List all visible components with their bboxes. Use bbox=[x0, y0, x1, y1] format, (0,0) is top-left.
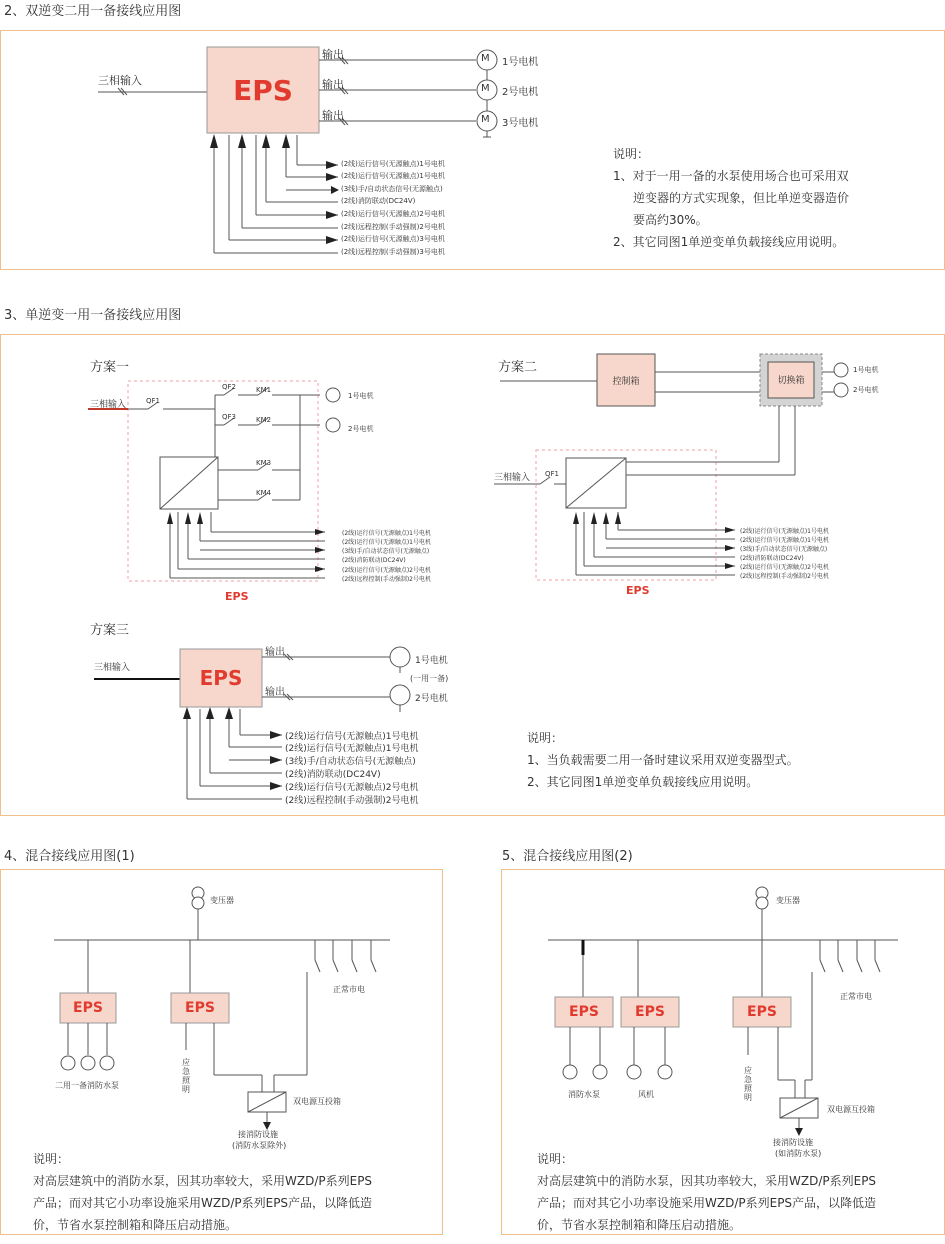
sec3-p2-signal-6: (2线)远程控制(手动强制)2号电机 bbox=[740, 573, 829, 580]
sec3-p1-signal-4: (2线)消防联动(DC24V) bbox=[342, 557, 406, 564]
sec5-fan: 风机 bbox=[638, 1090, 654, 1099]
section-4-title: 4、混合接线应用图(1) bbox=[4, 849, 135, 864]
sec2-note-4: 2、其它同图1单逆变单负载接线应用说明。 bbox=[613, 235, 845, 249]
sec3-p2-motor-1: 1号电机 bbox=[853, 366, 879, 374]
sec3-p1-signal-2: (2线)运行信号(无源触点)1号电机 bbox=[342, 539, 431, 546]
sec2-signal-4: (2线)消防联动(DC24V) bbox=[341, 197, 416, 205]
sec2-signal-6: (2线)远程控制(手动强制)2号电机 bbox=[341, 223, 445, 231]
sec3-note-title: 说明： bbox=[527, 731, 564, 745]
sec2-note-3: 要高约30%。 bbox=[633, 213, 708, 227]
sec3-p1-qf1: QF1 bbox=[146, 397, 160, 405]
sec3-p1-motor-1: 1号电机 bbox=[348, 392, 374, 400]
sec2-note-1: 1、对于一用一备的水泵使用场合也可采用双 bbox=[613, 169, 849, 183]
sec2-motor-3: 3号电机 bbox=[502, 118, 539, 129]
sec3-p1-km2: KM2 bbox=[256, 416, 272, 424]
sec3-p2-eps: EPS bbox=[626, 584, 650, 597]
sec3-p1-motor-2: 2号电机 bbox=[348, 425, 374, 433]
sec5-fire-sub: (如消防水泵) bbox=[775, 1149, 822, 1158]
sec3-plan1-label: 方案一 bbox=[90, 360, 130, 375]
sec2-note-title: 说明： bbox=[613, 147, 650, 161]
sec3-p3-signal-4: (2线)消防联动(DC24V) bbox=[285, 770, 381, 780]
sec3-note-1: 1、当负载需要二用一备时建议采用双逆变器型式。 bbox=[527, 753, 799, 767]
sec3-p3-motor-1: 1号电机 bbox=[415, 656, 448, 666]
sec3-p1-signal-6: (2线)远程控制(手动强制)2号电机 bbox=[342, 576, 431, 583]
sec5-note-1: 对高层建筑中的消防水泵，因其功率较大，采用WZD/P系列EPS bbox=[537, 1174, 877, 1188]
sec5-pumps: 消防水泵 bbox=[568, 1090, 600, 1099]
sec2-signal-1: (2线)运行信号(无源触点)1号电机 bbox=[341, 160, 445, 168]
sec3-p3-signal-6: (2线)远程控制(手动强制)2号电机 bbox=[285, 796, 419, 806]
sec4-fire: 接消防设施 bbox=[238, 1130, 278, 1139]
sec5-fire: 接消防设施 bbox=[773, 1138, 813, 1147]
sec5-eps-1: EPS bbox=[569, 1004, 599, 1020]
sec2-motor-m2: M bbox=[481, 83, 490, 94]
sec2-out-1: 输出 bbox=[322, 48, 344, 61]
sec5-transformer: 变压器 bbox=[776, 896, 800, 905]
sec4-mains: 正常市电 bbox=[333, 985, 365, 994]
sec4-note-3: 价，节省水泵控制箱和降压启动措施。 bbox=[33, 1218, 238, 1232]
sec3-p1-input: 三相输入 bbox=[90, 400, 127, 410]
sec3-plan3-label: 方案三 bbox=[90, 623, 130, 638]
sec2-note bbox=[613, 143, 849, 253]
sec2-motor-1: 1号电机 bbox=[502, 57, 539, 68]
sec4-eps-2: EPS bbox=[185, 1000, 215, 1016]
sec4-pumps: 二用一备消防水泵 bbox=[55, 1081, 119, 1090]
sec5-note-3: 价，节省水泵控制箱和降压启动措施。 bbox=[537, 1218, 742, 1232]
sec3-p1-km4: KM4 bbox=[256, 489, 272, 497]
sec5-mains: 正常市电 bbox=[840, 992, 872, 1001]
sec5-note bbox=[537, 1148, 876, 1236]
sec3-p3-out-1: 输出 bbox=[265, 647, 285, 658]
sec2-signal-5: (2线)运行信号(无源触点)2号电机 bbox=[341, 210, 445, 218]
sec2-input-label: 三相输入 bbox=[98, 74, 142, 87]
sec3-p3-out-2: 输出 bbox=[265, 687, 285, 698]
sec3-p2-motor-2: 2号电机 bbox=[853, 386, 879, 394]
sec5-dual-box: 双电源互投箱 bbox=[827, 1105, 875, 1114]
sec2-note-2: 逆变器的方式实现象，但比单逆变器造价 bbox=[633, 191, 850, 205]
sec3-p3-signal-5: (2线)运行信号(无源触点)2号电机 bbox=[285, 783, 419, 793]
sec4-note-title: 说明： bbox=[33, 1152, 70, 1166]
sec3-p2-signal-1: (2线)运行信号(无源触点)1号电机 bbox=[740, 528, 829, 535]
sec3-p3-input: 三相输入 bbox=[94, 663, 131, 673]
sec5-eps-2: EPS bbox=[635, 1004, 665, 1020]
sec2-out-3: 输出 bbox=[322, 109, 344, 122]
sec3-p3-eps: EPS bbox=[199, 666, 243, 690]
sec3-p2-signal-5: (2线)运行信号(无源触点)2号电机 bbox=[740, 564, 829, 571]
sec4-lighting: 应急照明 bbox=[182, 1058, 190, 1094]
sec5-eps-3: EPS bbox=[747, 1004, 777, 1020]
sec4-note-2: 产品；而对其它小功率设施采用WZD/P系列EPS产品，以降低造 bbox=[33, 1196, 373, 1210]
sec3-p1-km3: KM3 bbox=[256, 459, 272, 467]
sec3-p1-signal-5: (2线)运行信号(无源触点)2号电机 bbox=[342, 567, 431, 574]
sec3-p2-qf1: QF1 bbox=[545, 470, 559, 478]
sec3-p2-input: 三相输入 bbox=[494, 473, 531, 483]
sec2-eps-label: EPS bbox=[233, 74, 293, 107]
sec5-note-2: 产品；而对其它小功率设施采用WZD/P系列EPS产品，以降低造 bbox=[537, 1196, 877, 1210]
section-2-title: 2、双逆变二用一备接线应用图 bbox=[4, 4, 182, 19]
sec2-motor-m3: M bbox=[481, 114, 490, 125]
sec3-note bbox=[527, 727, 799, 793]
sec3-switch-box: 切换箱 bbox=[777, 376, 805, 386]
sec3-p1-km1: KM1 bbox=[256, 386, 272, 394]
sec3-p2-signal-2: (2线)运行信号(无源触点)1号电机 bbox=[740, 537, 829, 544]
sec3-p3-signal-1: (2线)运行信号(无源触点)1号电机 bbox=[285, 732, 419, 742]
sec2-signal-8: (2线)远程控制(手动强制)3号电机 bbox=[341, 248, 445, 256]
sec4-note-1: 对高层建筑中的消防水泵，因其功率较大，采用WZD/P系列EPS bbox=[33, 1174, 373, 1188]
section-3-title: 3、单逆变一用一备接线应用图 bbox=[4, 308, 182, 323]
sec2-motor-m1: M bbox=[481, 53, 490, 64]
sec3-p1-signal-1: (2线)运行信号(无源触点)1号电机 bbox=[342, 530, 431, 537]
section-5-title: 5、混合接线应用图(2) bbox=[502, 849, 633, 864]
sec3-control-box: 控制箱 bbox=[612, 377, 640, 387]
sec4-eps-1: EPS bbox=[73, 1000, 103, 1016]
sec4-transformer: 变压器 bbox=[210, 896, 234, 905]
sec3-note-2: 2、其它同图1单逆变单负载接线应用说明。 bbox=[527, 775, 759, 789]
sec3-p1-signal-3: (3线)手/自动状态信号(无源触点) bbox=[342, 548, 430, 555]
sec2-out-2: 输出 bbox=[322, 78, 344, 91]
sec2-motor-2: 2号电机 bbox=[502, 87, 539, 98]
sec3-p3-one-use: (一用一备) bbox=[410, 674, 449, 683]
sec4-fire-sub: (消防水泵除外) bbox=[232, 1141, 287, 1150]
sec3-p1-qf3: QF3 bbox=[222, 413, 236, 421]
sec3-p3-motor-2: 2号电机 bbox=[415, 694, 448, 704]
sec3-plan2-label: 方案二 bbox=[498, 360, 538, 375]
sec2-signal-3: (3线)手/自动状态信号(无源触点) bbox=[341, 185, 443, 193]
sec3-p3-signal-3: (3线)手/自动状态信号(无源触点) bbox=[285, 757, 416, 767]
sec4-note bbox=[33, 1148, 372, 1236]
sec3-p2-signal-3: (3线)手/自动状态信号(无源触点) bbox=[740, 546, 828, 553]
sec3-p1-eps: EPS bbox=[225, 590, 249, 603]
sec5-lighting: 应急照明 bbox=[744, 1066, 752, 1102]
sec3-p1-qf2: QF2 bbox=[222, 383, 236, 391]
sec2-signal-7: (2线)运行信号(无源触点)3号电机 bbox=[341, 235, 445, 243]
sec4-dual-box: 双电源互投箱 bbox=[293, 1097, 341, 1106]
sec3-p3-signal-2: (2线)运行信号(无源触点)1号电机 bbox=[285, 744, 419, 754]
sec2-signal-2: (2线)运行信号(无源触点)1号电机 bbox=[341, 172, 445, 180]
sec3-p2-signal-4: (2线)消防联动(DC24V) bbox=[740, 555, 804, 562]
sec5-note-title: 说明： bbox=[537, 1152, 574, 1166]
